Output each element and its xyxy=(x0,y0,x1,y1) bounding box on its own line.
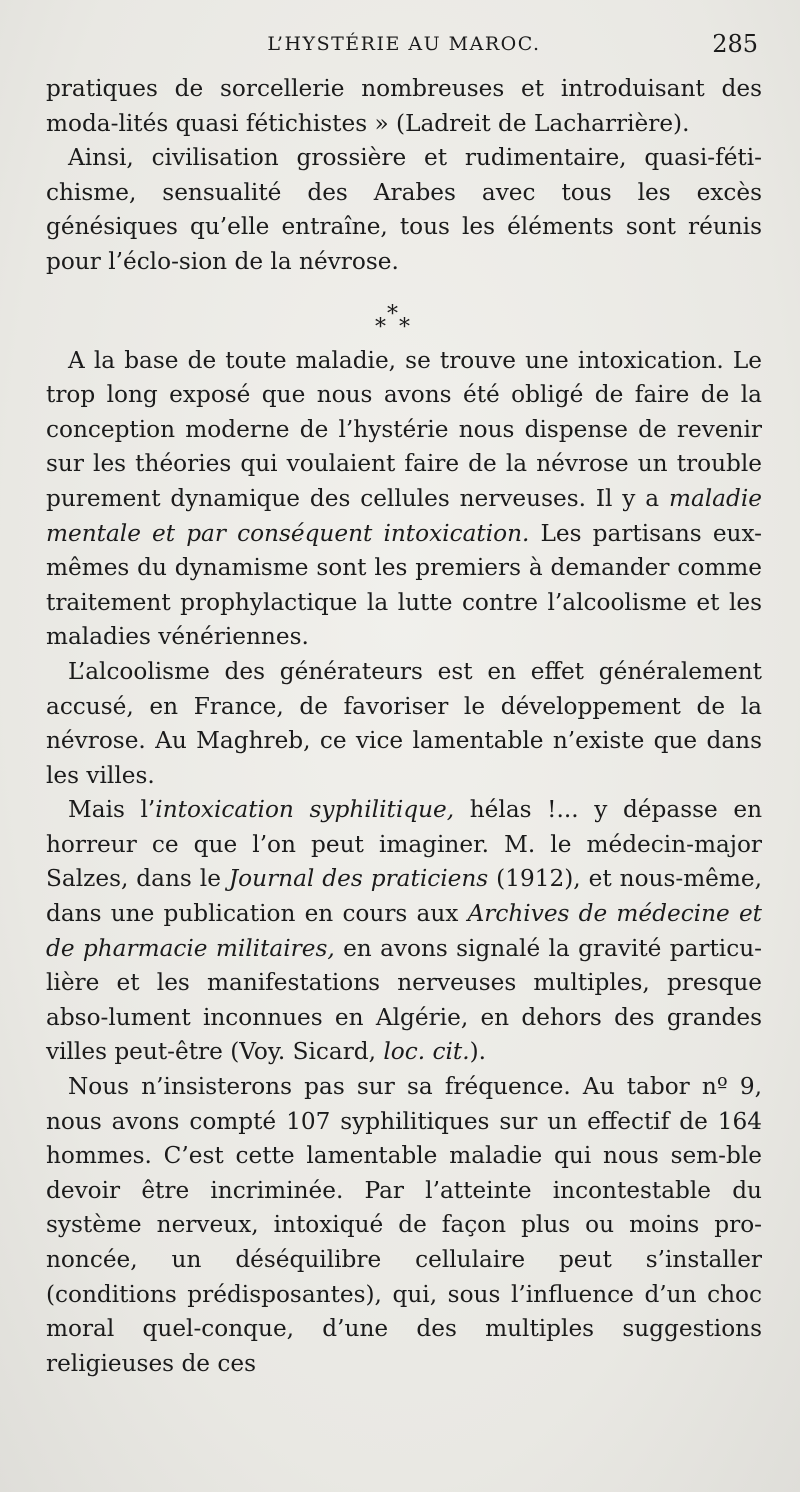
paragraph-5-italic: intoxication syphilitique, xyxy=(155,796,455,824)
paragraph-5-text: (1912), et nous-même, dans une publication en cours aux xyxy=(46,865,762,928)
paragraph-5-text: en avons signalé la gravité particu-lière et les manifestations nerveuses multiples, presque abso-lument inconnues en Algérie, en dehors des grandes villes peut-être (Voy. Sicard, xyxy=(46,934,762,1066)
page-number: 285 xyxy=(712,30,758,58)
paragraph-3-italic: maladie mentale et par conséquent intoxication. xyxy=(46,484,762,547)
paragraph-3-text: A la base de toute maladie, se trouve une intoxication. Le trop long exposé que nous avons été obligé de faire de la conception moderne de l’hystérie nous dispense de revenir sur les théories qui voulaient faire de la névrose un trouble purement dynamique des cellules nerveuses. Il y a xyxy=(46,346,762,512)
page-header xyxy=(46,30,762,64)
running-head: L’HYSTÉRIE AU MAROC. xyxy=(267,33,541,55)
paragraph-4: L’alcoolisme des générateurs est en effet généralement accusé, en France, de favoriser le développement de la névrose. Au Maghreb, ce vice lamentable n’existe que dans les villes. xyxy=(46,657,762,789)
archives-title: Archives de médecine et de pharmacie militaires, xyxy=(46,900,762,962)
paragraph-5-text: Mais l’ xyxy=(68,796,156,824)
paragraph-6: Nous n’insisterons pas sur sa fréquence. Au tabor nº 9, nous avons compté 107 syphilitiques sur un effectif de 164 hommes. C’est cette lamentable maladie qui nous sem-ble devoir être incriminée. Par l’atteinte incontestable du système nerveux, intoxiqué de façon plus ou moins pro-noncée, un déséquilibre cellulaire peut s’installer (conditions prédisposantes), qui, sous l’influence d’un choc moral quel-conque, d’une des multiples suggestions religieuses de ces xyxy=(46,1073,762,1377)
paragraph-5 xyxy=(46,793,762,1070)
paragraph-1: pratiques de sorcellerie nombreuses et introduisant des moda-lités quasi fétichistes » (Ladreit de Lacharrière). xyxy=(46,75,762,137)
paragraph-5-text: hélas !... y dépasse en horreur ce que l’on peut imaginer. M. le médecin-major Salzes, dans le xyxy=(46,796,762,893)
paragraph-3-text: Les partisans eux-mêmes du dynamisme sont les premiers à demander comme traitement prophylactique la lutte contre l’alcoolisme et les maladies vénériennes. xyxy=(46,519,762,651)
citation-loc-cit: loc. cit. xyxy=(383,1038,470,1066)
journal-title: Journal des praticiens xyxy=(228,865,489,893)
body-text xyxy=(46,72,762,1381)
paragraph-3 xyxy=(46,344,762,655)
separator-star: * xyxy=(387,301,398,327)
separator-star: * xyxy=(399,314,410,340)
paragraph-5-text: ). xyxy=(469,1038,486,1066)
separator-star: * xyxy=(375,314,386,340)
paragraph-2: Ainsi, civilisation grossière et rudimentaire, quasi-féti-chisme, sensualité des Arabes avec tous les excès génésiques qu’elle entraîne, tous les éléments sont réunis pour l’éclo-sion de la névrose. xyxy=(46,144,762,275)
section-separator xyxy=(46,284,762,342)
